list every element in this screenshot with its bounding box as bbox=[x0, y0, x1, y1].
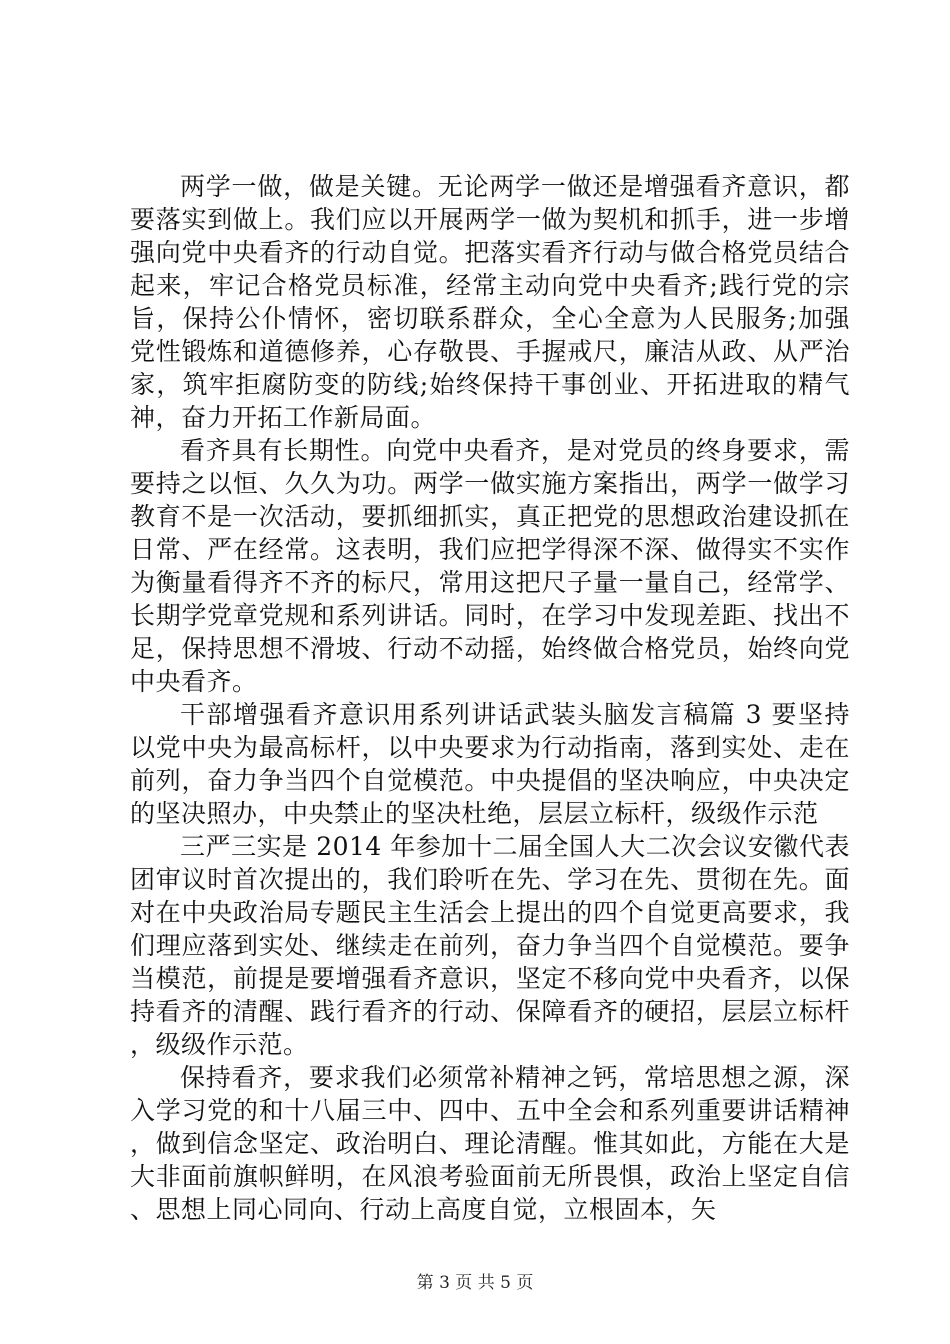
paragraph-4: 三严三实是 2014 年参加十二届全国人大二次会议安徽代表团审议时首次提出的，我们聆听在先、学习在先、贯彻在先。面对在中央政治局专题民主生活会上提出的四个自觉更高要求，我们理应落到实处、继续走在前列，奋力争当四个自觉模范。要争当模范，前提是要增强看齐意识，坚定不移向党中央看齐，以保持看齐的清醒、践行看齐的行动、保障看齐的硬招，层层立标杆，级级作示范。 bbox=[130, 832, 850, 1059]
paragraph-3: 干部增强看齐意识用系列讲话武装头脑发言稿篇 3 要坚持以党中央为最高标杆，以中央要求为行动指南，落到实处、走在前列，奋力争当四个自觉模范。中央提倡的坚决响应，中央决定的坚决照办，中央禁止的坚决杜绝，层层立标杆，级级作示范 bbox=[130, 700, 850, 828]
page-number-footer: 第 3 页 共 5 页 bbox=[416, 1273, 534, 1293]
paragraph-2: 看齐具有长期性。向党中央看齐，是对党员的终身要求，需要持之以恒、久久为功。两学一做实施方案指出，两学一做学习教育不是一次活动，要抓细抓实，真正把党的思想政治建设抓在日常、严在经常。这表明，我们应把学得深不深、做得实不实作为衡量看得齐不齐的标尺，常用这把尺子量一量自己，经常学、长期学党章党规和系列讲话。同时，在学习中发现差距、找出不足，保持思想不滑坡、行动不动摇，始终做合格党员，始终向党中央看齐。 bbox=[130, 436, 850, 696]
paragraph-1: 两学一做，做是关键。无论两学一做还是增强看齐意识，都要落实到做上。我们应以开展两学一做为契机和抓手，进一步增强向党中央看齐的行动自觉。把落实看齐行动与做合格党员结合起来，牢记合格党员标准，经常主动向党中央看齐;践行党的宗旨，保持公仆情怀，密切联系群众，全心全意为人民服务;加强党性锻炼和道德修养，心存敬畏、手握戒尺，廉洁从政、从严治家，筑牢拒腐防变的防线;始终保持干事创业、开拓进取的精气神，奋力开拓工作新局面。 bbox=[130, 172, 850, 432]
document-body bbox=[130, 170, 850, 1226]
paragraph-5: 保持看齐，要求我们必须常补精神之钙，常培思想之源，深入学习党的和十八届三中、四中、五中全会和系列重要讲话精神，做到信念坚定、政治明白、理论清醒。惟其如此，方能在大是大非面前旗帜鲜明，在风浪考验面前无所畏惧，政治上坚定自信、思想上同心同向、行动上高度自觉，立根固本，矢 bbox=[130, 1063, 850, 1224]
